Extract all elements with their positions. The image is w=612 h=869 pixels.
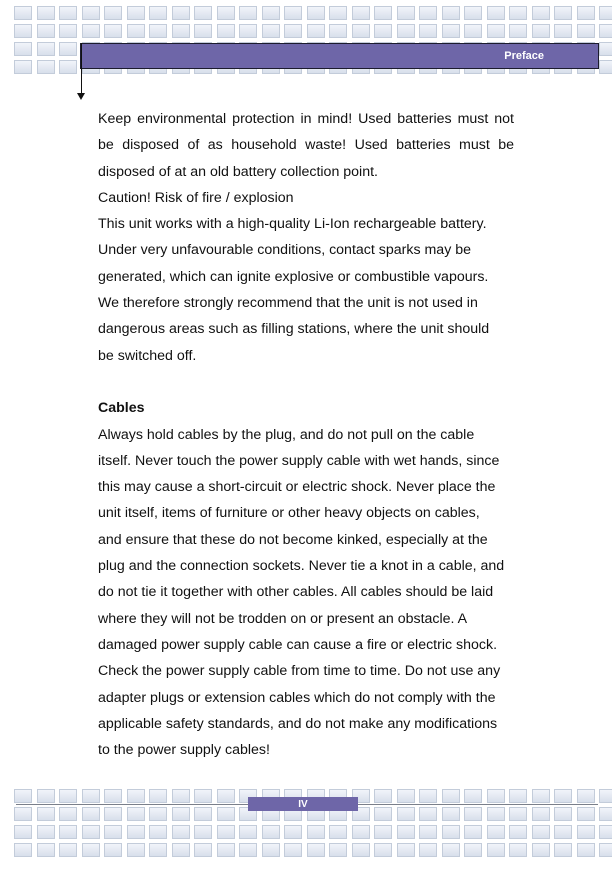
cables-heading: Cables <box>98 400 145 417</box>
decorative-tile <box>217 6 235 20</box>
section-title: Preface <box>504 50 544 62</box>
decorative-tile <box>554 843 572 857</box>
decorative-tile <box>82 24 100 38</box>
decorative-tile <box>307 843 325 857</box>
decorative-tile <box>577 789 595 803</box>
decorative-tile <box>284 825 302 839</box>
decorative-tile <box>217 789 235 803</box>
page-number-badge <box>248 797 358 811</box>
caution-line: Caution! Risk of fire / explosion <box>98 189 294 206</box>
decorative-tile <box>104 825 122 839</box>
decorative-tile <box>464 807 482 821</box>
decorative-tile <box>59 807 77 821</box>
decorative-tile <box>554 807 572 821</box>
page-content <box>98 106 514 763</box>
decorative-tile <box>127 825 145 839</box>
decorative-tile <box>37 6 55 20</box>
decorative-tile <box>217 807 235 821</box>
decorative-tile <box>329 6 347 20</box>
decorative-tile <box>262 825 280 839</box>
decorative-tile <box>59 24 77 38</box>
decorative-tile <box>127 789 145 803</box>
decorative-tile <box>532 6 550 20</box>
decorative-tile <box>284 6 302 20</box>
section-header-bar <box>80 43 599 69</box>
decorative-tile <box>149 789 167 803</box>
decorative-tile <box>509 825 527 839</box>
decorative-tile <box>14 825 32 839</box>
decorative-tile <box>239 24 257 38</box>
decorative-tile <box>352 825 370 839</box>
decorative-tile <box>172 24 190 38</box>
decorative-tile <box>374 6 392 20</box>
decorative-tile <box>217 825 235 839</box>
decorative-tile <box>532 24 550 38</box>
decorative-tile <box>37 24 55 38</box>
decorative-tile <box>37 843 55 857</box>
decorative-tile <box>577 24 595 38</box>
decorative-tile <box>464 6 482 20</box>
text-line: and ensure that these do not become kinked, especially at the <box>98 531 488 548</box>
decorative-tile <box>284 843 302 857</box>
text-line: Always hold cables by the plug, and do not pull on the cable <box>98 426 475 443</box>
decorative-tile <box>532 807 550 821</box>
decorative-tile <box>194 24 212 38</box>
decorative-tile <box>104 789 122 803</box>
decorative-tile <box>82 825 100 839</box>
decorative-tile <box>37 789 55 803</box>
decorative-tile <box>352 843 370 857</box>
text-line: plug and the connection sockets. Never tie a knot in a cable, and <box>98 558 505 575</box>
decorative-tile <box>127 6 145 20</box>
decorative-tile <box>509 24 527 38</box>
decorative-tile <box>14 807 32 821</box>
decorative-tile <box>239 843 257 857</box>
decorative-tile <box>554 24 572 38</box>
decorative-tile <box>149 825 167 839</box>
decorative-tile <box>352 6 370 20</box>
decorative-tile <box>599 6 612 20</box>
decorative-tile <box>532 825 550 839</box>
decorative-tile <box>464 789 482 803</box>
decorative-tile <box>194 807 212 821</box>
text-line: unit itself, items of furniture or other heavy objects on cables, <box>98 505 480 522</box>
decorative-tile <box>82 789 100 803</box>
decorative-tile <box>397 6 415 20</box>
decorative-tile <box>487 6 505 20</box>
decorative-tile <box>464 825 482 839</box>
decorative-tile <box>172 807 190 821</box>
decorative-tile <box>59 789 77 803</box>
decorative-tile <box>59 42 77 56</box>
text-line: do not tie it together with other cables. All cables should be laid <box>98 584 494 601</box>
decorative-tile <box>554 825 572 839</box>
text-line: Check the power supply cable from time to time. Do not use any <box>98 663 501 680</box>
decorative-tile <box>37 42 55 56</box>
decorative-tile <box>284 24 302 38</box>
decorative-tile <box>149 6 167 20</box>
decorative-tile <box>194 6 212 20</box>
decorative-tile <box>487 24 505 38</box>
decorative-tile <box>149 843 167 857</box>
cables-paragraph <box>98 422 514 764</box>
decorative-tile <box>532 789 550 803</box>
decorative-tile <box>14 60 32 74</box>
decorative-tile <box>554 789 572 803</box>
decorative-tile <box>149 24 167 38</box>
decorative-tile <box>14 843 32 857</box>
decorative-tile <box>59 60 77 74</box>
decorative-tile <box>37 807 55 821</box>
text-line: This unit works with a high-quality Li-Ion rechargeable battery. <box>98 216 487 233</box>
text-line: dangerous areas such as filling stations, where the unit should <box>98 321 490 338</box>
decorative-tile <box>442 807 460 821</box>
decorative-tile <box>14 24 32 38</box>
decorative-tile <box>577 825 595 839</box>
decorative-tile <box>14 42 32 56</box>
text-line: to the power supply cables! <box>98 742 270 759</box>
decorative-tile <box>487 825 505 839</box>
decorative-tile <box>127 24 145 38</box>
decorative-tile <box>442 789 460 803</box>
text-line: Under very unfavourable conditions, contact sparks may be <box>98 242 472 259</box>
decorative-tile <box>419 24 437 38</box>
decorative-tile <box>217 843 235 857</box>
decorative-tile <box>172 6 190 20</box>
decorative-tile <box>37 60 55 74</box>
decorative-tile <box>194 843 212 857</box>
decorative-tile <box>127 843 145 857</box>
decorative-tile <box>37 825 55 839</box>
decorative-tile <box>599 24 612 38</box>
battery-disposal-paragraph: Keep environmental protection in mind! Used batteries must not be disposed of as household waste! Used batteries must be disposed of at an old battery collection point. <box>98 111 514 180</box>
decorative-tile <box>599 825 612 839</box>
decorative-tile <box>577 843 595 857</box>
decorative-tile <box>262 24 280 38</box>
decorative-tile <box>599 843 612 857</box>
text-line: adapter plugs or extension cables which do not comply with the <box>98 689 496 706</box>
decorative-tile <box>82 6 100 20</box>
decorative-tile <box>149 807 167 821</box>
decorative-tile <box>464 843 482 857</box>
decorative-tile <box>532 843 550 857</box>
decorative-tile <box>307 825 325 839</box>
decorative-tile <box>419 807 437 821</box>
decorative-tile <box>59 825 77 839</box>
decorative-tile <box>374 24 392 38</box>
decorative-tile <box>262 843 280 857</box>
decorative-tile <box>14 789 32 803</box>
decorative-tile <box>82 843 100 857</box>
decorative-tile <box>194 789 212 803</box>
text-line: this may cause a short-circuit or electric shock. Never place the <box>98 479 496 496</box>
decorative-tile <box>172 789 190 803</box>
decorative-tile <box>419 843 437 857</box>
decorative-tile <box>554 6 572 20</box>
decorative-tile <box>419 6 437 20</box>
margin-marker-line <box>81 43 82 93</box>
text-line: where they will not be trodden on or present an obstacle. A <box>98 610 468 627</box>
text-line: be switched off. <box>98 347 197 364</box>
decorative-tile <box>442 843 460 857</box>
decorative-tile <box>239 825 257 839</box>
decorative-tile <box>374 789 392 803</box>
decorative-tile <box>577 6 595 20</box>
decorative-tile <box>194 825 212 839</box>
decorative-tile <box>487 789 505 803</box>
decorative-tile <box>239 6 257 20</box>
text-line: applicable safety standards, and do not make any modifications <box>98 715 498 732</box>
decorative-tile <box>82 807 100 821</box>
decorative-tile <box>397 789 415 803</box>
decorative-tile <box>329 24 347 38</box>
decorative-tile <box>104 807 122 821</box>
decorative-tile <box>509 807 527 821</box>
decorative-tile <box>14 6 32 20</box>
decorative-tile <box>487 843 505 857</box>
decorative-tile <box>442 825 460 839</box>
decorative-tile <box>329 825 347 839</box>
page-number: IV <box>298 798 308 810</box>
down-arrow-icon <box>77 93 85 100</box>
decorative-tile <box>104 843 122 857</box>
text-line: itself. Never touch the power supply cable with wet hands, since <box>98 452 500 469</box>
decorative-tile <box>599 789 612 803</box>
decorative-tile <box>509 789 527 803</box>
decorative-tile <box>352 24 370 38</box>
decorative-tile <box>374 807 392 821</box>
decorative-tile <box>599 60 612 74</box>
text-line: generated, which can ignite explosive or combustible vapours. <box>98 268 489 285</box>
decorative-tile <box>104 24 122 38</box>
decorative-tile <box>487 807 505 821</box>
battery-warning-paragraph <box>98 211 514 369</box>
decorative-tile <box>59 843 77 857</box>
decorative-tile <box>374 825 392 839</box>
decorative-tile <box>397 807 415 821</box>
decorative-tile <box>509 843 527 857</box>
decorative-tile <box>577 807 595 821</box>
paragraph-spacer <box>98 369 514 395</box>
decorative-tile <box>172 825 190 839</box>
decorative-tile <box>599 42 612 56</box>
decorative-tile <box>59 6 77 20</box>
text-line: We therefore strongly recommend that the unit is not used in <box>98 295 478 312</box>
decorative-tile <box>419 789 437 803</box>
decorative-tile <box>442 24 460 38</box>
decorative-tile <box>262 6 280 20</box>
decorative-tile <box>397 24 415 38</box>
decorative-tile <box>397 825 415 839</box>
decorative-tile <box>307 6 325 20</box>
decorative-tile <box>127 807 145 821</box>
decorative-tile <box>374 843 392 857</box>
decorative-tile <box>307 24 325 38</box>
decorative-tile <box>464 24 482 38</box>
decorative-tile <box>599 807 612 821</box>
decorative-tile <box>509 6 527 20</box>
decorative-tile <box>217 24 235 38</box>
decorative-tile <box>397 843 415 857</box>
decorative-tile <box>419 825 437 839</box>
decorative-tile <box>172 843 190 857</box>
decorative-tile <box>329 843 347 857</box>
decorative-tile <box>104 6 122 20</box>
decorative-tile <box>442 6 460 20</box>
text-line: damaged power supply cable can cause a fire or electric shock. <box>98 636 498 653</box>
